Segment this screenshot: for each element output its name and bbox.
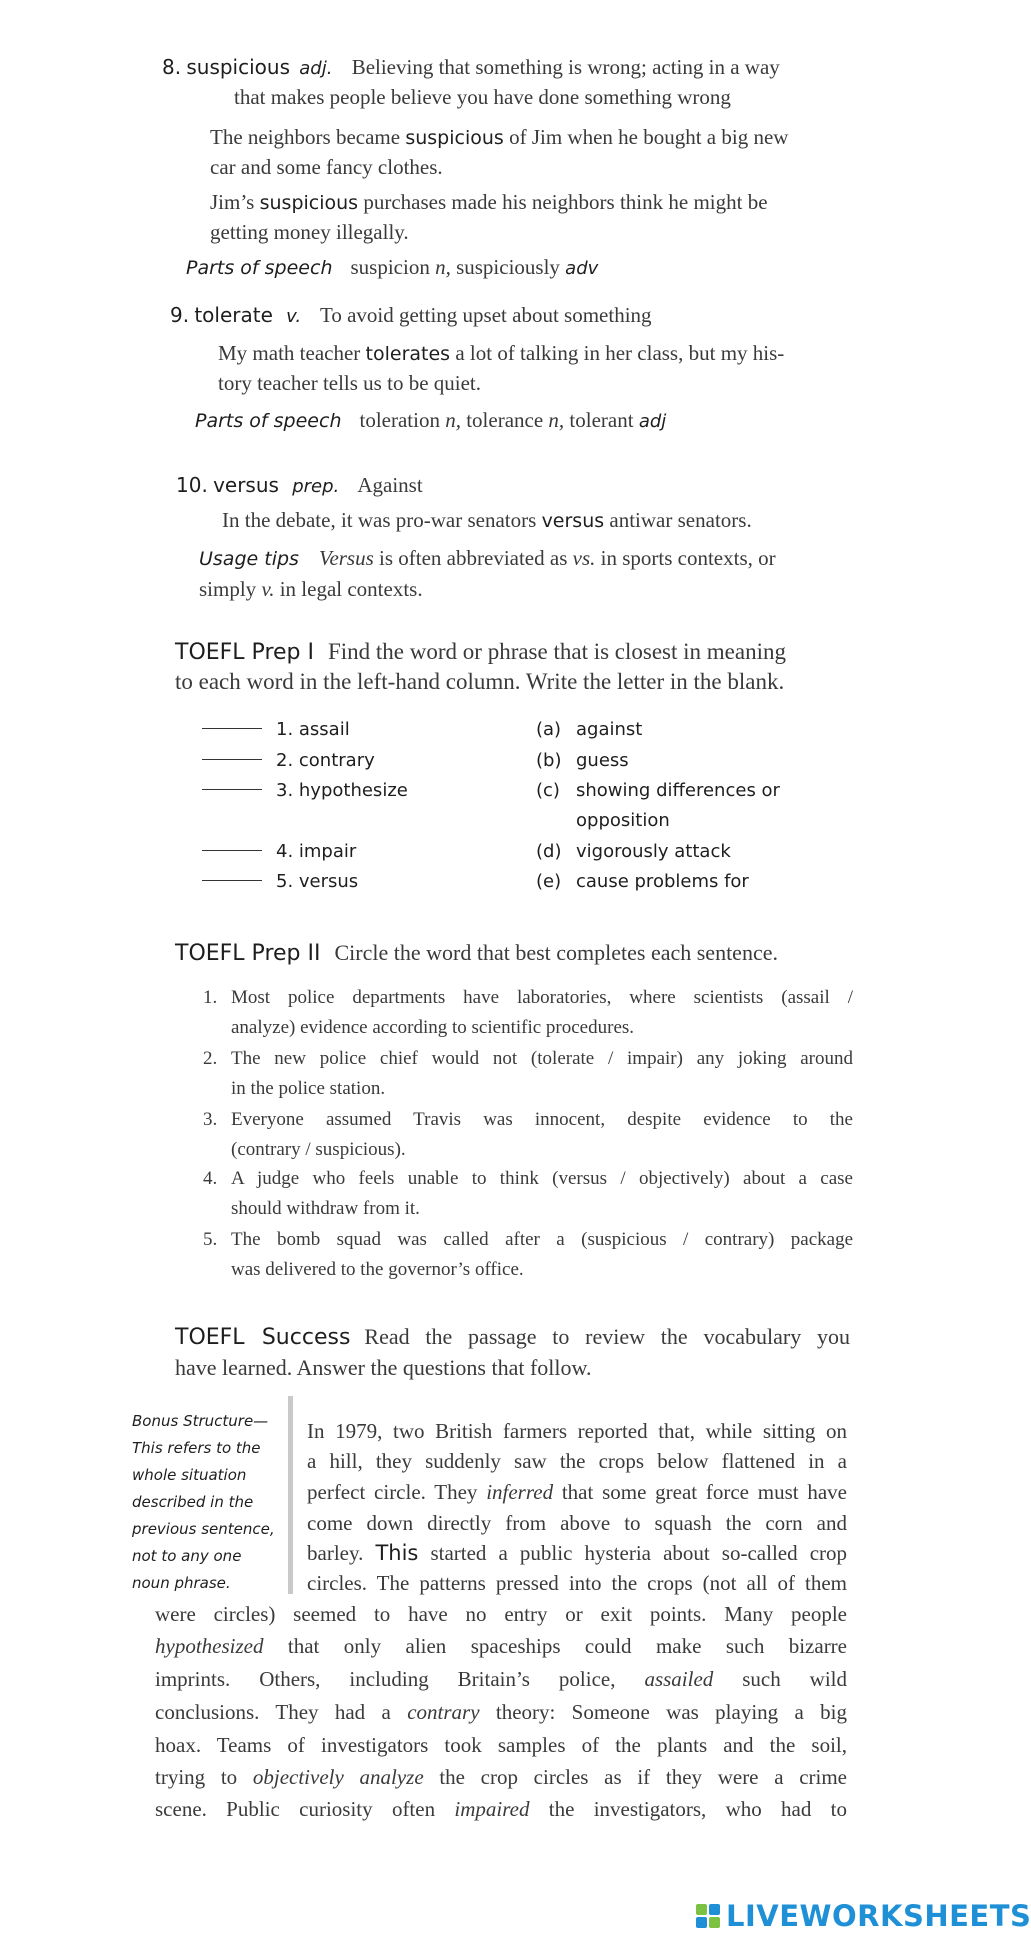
section-instructions-cont: have learned. Answer the questions that follow. bbox=[175, 1355, 592, 1380]
answer-blank[interactable] bbox=[202, 850, 262, 851]
section-title: TOEFL Prep II bbox=[175, 941, 321, 966]
parts-of-speech: Parts of speech toleration n, tolerance n, tolerant adj bbox=[195, 408, 667, 432]
matching-option: (d) vigorously attack bbox=[536, 841, 731, 862]
entry-number: 9. bbox=[170, 303, 190, 327]
entry-pos: prep. bbox=[292, 476, 340, 497]
entry-word: tolerate bbox=[194, 303, 273, 327]
sentence-item[interactable]: 4. A judge who feels unable to think (versus / objectively) about a case should withdraw from it. bbox=[203, 1168, 853, 1219]
matching-option: (a) against bbox=[536, 719, 643, 740]
matching-item[interactable]: 4. impair bbox=[202, 837, 356, 867]
entry-number: 10. bbox=[176, 473, 208, 497]
usage-tips: Usage tips Versus is often abbreviated as vs. in sports contexts, or bbox=[199, 546, 776, 570]
sentence-item[interactable]: 1. Most police departments have laboratories, where scientists (assail / analyze) evidence according to scientific procedures. bbox=[203, 987, 853, 1038]
sentence-item[interactable]: 3. Everyone assumed Travis was innocent, despite evidence to the (contrary / suspicious). bbox=[203, 1109, 853, 1160]
answer-blank[interactable] bbox=[202, 789, 262, 790]
sentence-item[interactable]: 5. The bomb squad was called after a (suspicious / contrary) package was delivered to the governor’s office. bbox=[203, 1229, 853, 1280]
entry-pos: v. bbox=[286, 306, 302, 327]
usage-tips-cont: simply v. in legal contexts. bbox=[199, 577, 423, 601]
matching-item[interactable]: 1. assail bbox=[202, 715, 350, 745]
matching-option: (b) guess bbox=[536, 750, 629, 771]
answer-blank[interactable] bbox=[202, 880, 262, 881]
matching-option: (e) cause problems for bbox=[536, 871, 749, 892]
example-sentence-cont: car and some fancy clothes. bbox=[210, 155, 443, 179]
answer-blank[interactable] bbox=[202, 728, 262, 729]
example-sentence-cont: tory teacher tells us to be quiet. bbox=[218, 371, 482, 395]
entry-definition: Against bbox=[357, 473, 423, 497]
section-title: TOEFL Prep I bbox=[175, 640, 314, 665]
matching-item[interactable]: 5. versus bbox=[202, 867, 358, 897]
entry-definition-cont: that makes people believe you have done something wrong bbox=[234, 85, 731, 109]
matching-option-cont: opposition bbox=[576, 810, 670, 831]
parts-of-speech: Parts of speech suspicion n, suspiciously adv bbox=[186, 255, 599, 279]
section-instructions-cont: to each word in the left-hand column. Write the letter in the blank. bbox=[175, 669, 785, 694]
example-sentence: The neighbors became suspicious of Jim when he bought a big new bbox=[210, 125, 789, 149]
matching-item[interactable]: 3. hypothesize bbox=[202, 776, 408, 806]
example-sentence-cont: getting money illegally. bbox=[210, 220, 409, 244]
entry-number: 8. bbox=[162, 55, 182, 79]
example-sentence: In the debate, it was pro-war senators versus antiwar senators. bbox=[222, 508, 752, 532]
answer-blank[interactable] bbox=[202, 759, 262, 760]
entry-pos: adj. bbox=[299, 58, 333, 79]
example-sentence: Jim’s suspicious purchases made his neighbors think he might be bbox=[210, 190, 768, 214]
liveworksheets-logo[interactable] bbox=[696, 1896, 1031, 1936]
brand-name: LIVEWORKSHEETS bbox=[726, 1899, 1031, 1933]
section-title: TOEFL Success bbox=[175, 1325, 351, 1350]
entry-definition: Believing that something is wrong; acting in a way bbox=[351, 55, 780, 79]
example-sentence: My math teacher tolerates a lot of talking in her class, but my his- bbox=[218, 341, 785, 365]
section-instructions: Circle the word that best completes each sentence. bbox=[334, 940, 778, 965]
matching-option: (c) showing differences or bbox=[536, 780, 780, 801]
section-instructions: Find the word or phrase that is closest in meaning bbox=[327, 639, 786, 664]
matching-item[interactable]: 2. contrary bbox=[202, 746, 375, 776]
sentence-item[interactable]: 2. The new police chief would not (tolerate / impair) any joking around in the police station. bbox=[203, 1048, 853, 1099]
entry-definition: To avoid getting upset about something bbox=[319, 303, 652, 327]
entry-word: versus bbox=[213, 473, 279, 497]
worksheet-logo-icon bbox=[696, 1902, 722, 1930]
sidebar-divider bbox=[288, 1396, 293, 1594]
entry-word: suspicious bbox=[186, 55, 290, 79]
section-instructions: Read the passage to review the vocabulary you bbox=[364, 1324, 850, 1349]
bonus-structure-note: Bonus Structure— This refers to the whole situation described in the previous sentence, not to any one noun phrase. bbox=[132, 1412, 275, 1592]
